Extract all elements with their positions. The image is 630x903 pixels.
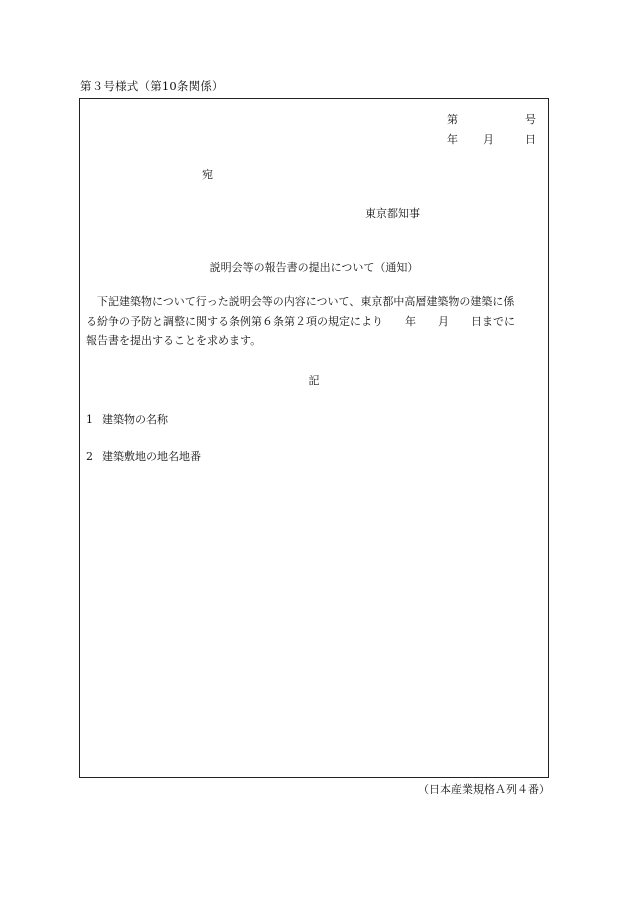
- list-item-number: 1: [86, 413, 93, 426]
- body-deadline-year: 年: [405, 314, 416, 328]
- body-line-3: 報告書を提出することを求めます。: [86, 334, 262, 347]
- form-label: 第３号様式（第10条関係）: [80, 79, 224, 93]
- notice-body: [86, 292, 544, 351]
- paper-size-note: （日本産業規格Ａ列４番）: [418, 783, 550, 796]
- date-year-label: 年: [447, 133, 458, 146]
- document-number-suffix: 号: [525, 113, 536, 126]
- list-item-label: 建築敷地の地名地番: [102, 450, 201, 463]
- body-deadline-month: 月: [438, 314, 449, 328]
- addressee: [202, 166, 213, 182]
- list-item-site-address: [86, 448, 201, 464]
- document-number-prefix: 第: [447, 113, 458, 126]
- body-line-2-text: る紛争の予防と調整に関する条例第６条第２項の規定により: [86, 314, 383, 328]
- issuer: 東京都知事: [365, 207, 420, 220]
- document-frame: [79, 98, 549, 778]
- list-item-label: 建築物の名称: [102, 413, 168, 426]
- addressee-suffix: 宛: [202, 168, 213, 181]
- body-line-1: 下記建築物について行った説明会等の内容について、東京都中高層建築物の建築に係: [97, 295, 515, 308]
- list-item-building-name: [86, 411, 168, 427]
- date-month-label: 月: [483, 133, 494, 146]
- date-day-label: 日: [525, 133, 536, 146]
- document-subject: 説明会等の報告書の提出について（通知）: [209, 261, 419, 274]
- body-line-2: [86, 312, 544, 332]
- list-item-number: 2: [86, 450, 93, 463]
- ki-heading: 記: [308, 374, 320, 387]
- body-deadline-day: 日までに: [471, 314, 515, 328]
